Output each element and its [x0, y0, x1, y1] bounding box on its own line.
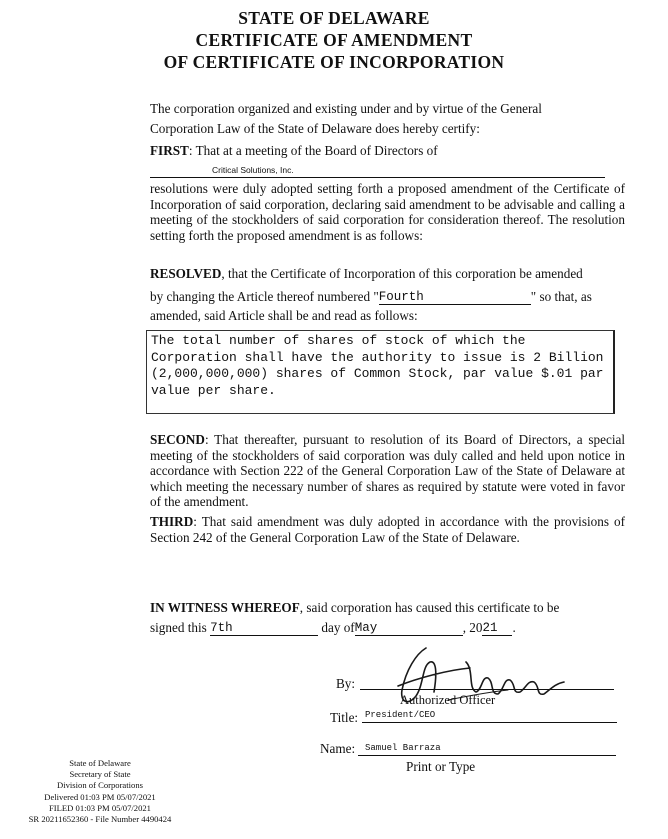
third-clause: THIRD: That said amendment was duly adopted in accordance with the provisions of Section 242 of the General Corporation Law of the State of Delaware. — [150, 514, 625, 545]
filing-stamp: State of Delaware Secretary of State Division of Corporations Delivered 01:03 PM 05/07/2021 FILED 01:03 PM 05/07/2021 SR 20211652360 - File Number 4490424 — [28, 758, 172, 825]
authorized-officer-label: Authorized Officer — [400, 693, 496, 707]
first-clause-body: resolutions were duly adopted setting forth a proposed amendment of the Certificate of Incorporation of said corporation, declaring said amendment to be advisable and calling a meeting of the stockholders of said corporation for consideration thereof. The resolution setting forth the proposed amendment is as follows: — [150, 181, 625, 243]
second-clause: SECOND: That thereafter, pursuant to resolution of its Board of Directors, a special meeting of the stockholders of said corporation was duly called and held upon notice in accordance with Section 222 of the General Corporation Law of the State of Delaware at which meeting the necessary number of shares as required by statute were voted in favor of the amendment. — [150, 432, 625, 510]
title-label: Title: — [330, 710, 359, 725]
witness-line-1: IN WITNESS WHEREOF, said corporation has caused this certificate to be — [150, 600, 560, 615]
document-title-line2: CERTIFICATE OF AMENDMENT — [195, 30, 473, 50]
amendment-text: The total number of shares of stock of which the Corporation shall have the authority to issue is 2 Billion (2,000,000,000) shares of Common Stock, par value $.01 par value per share. — [151, 333, 604, 398]
article-number-field: Fourth — [379, 291, 531, 305]
title-line — [362, 722, 617, 723]
third-label: THIRD — [150, 514, 194, 529]
document-title-line3: OF CERTIFICATE OF INCORPORATION — [163, 52, 505, 72]
year-field: 21 — [482, 622, 512, 636]
intro-line-1: The corporation organized and existing under and by virtue of the General — [150, 101, 542, 116]
company-name: Critical Solutions, Inc. — [212, 165, 294, 175]
print-or-type-label: Print or Type — [406, 759, 476, 774]
second-label: SECOND — [150, 432, 205, 447]
first-text: : That at a meeting of the Board of Directors of — [188, 143, 438, 158]
name-label: Name: — [320, 741, 356, 756]
month-field: May — [355, 622, 463, 636]
document-title-line1: STATE OF DELAWARE — [238, 8, 430, 28]
day-field: 7th — [210, 622, 318, 636]
intro-line-2: Corporation Law of the State of Delaware does hereby certify: — [150, 121, 480, 136]
name-value: Samuel Barraza — [365, 743, 441, 753]
title-value: President/CEO — [365, 710, 436, 720]
resolved-line-1: RESOLVED, that the Certificate of Incorporation of this corporation be amended — [150, 266, 583, 281]
name-line — [358, 755, 616, 756]
signature-line — [360, 689, 614, 690]
witness-line-2: signed this 7th day ofMay , 2021 . — [150, 620, 516, 635]
witness-label: IN WITNESS WHEREOF — [150, 600, 300, 615]
resolved-line-3: amended, said Article shall be and read as follows: — [150, 308, 418, 323]
first-label: FIRST — [150, 143, 189, 158]
resolved-line-2: by changing the Article thereof numbered "Fourth " so that, as — [150, 289, 592, 304]
resolved-label: RESOLVED — [150, 266, 222, 281]
company-name-line — [150, 177, 605, 178]
first-clause-heading — [150, 143, 626, 159]
by-label: By: — [336, 676, 356, 691]
